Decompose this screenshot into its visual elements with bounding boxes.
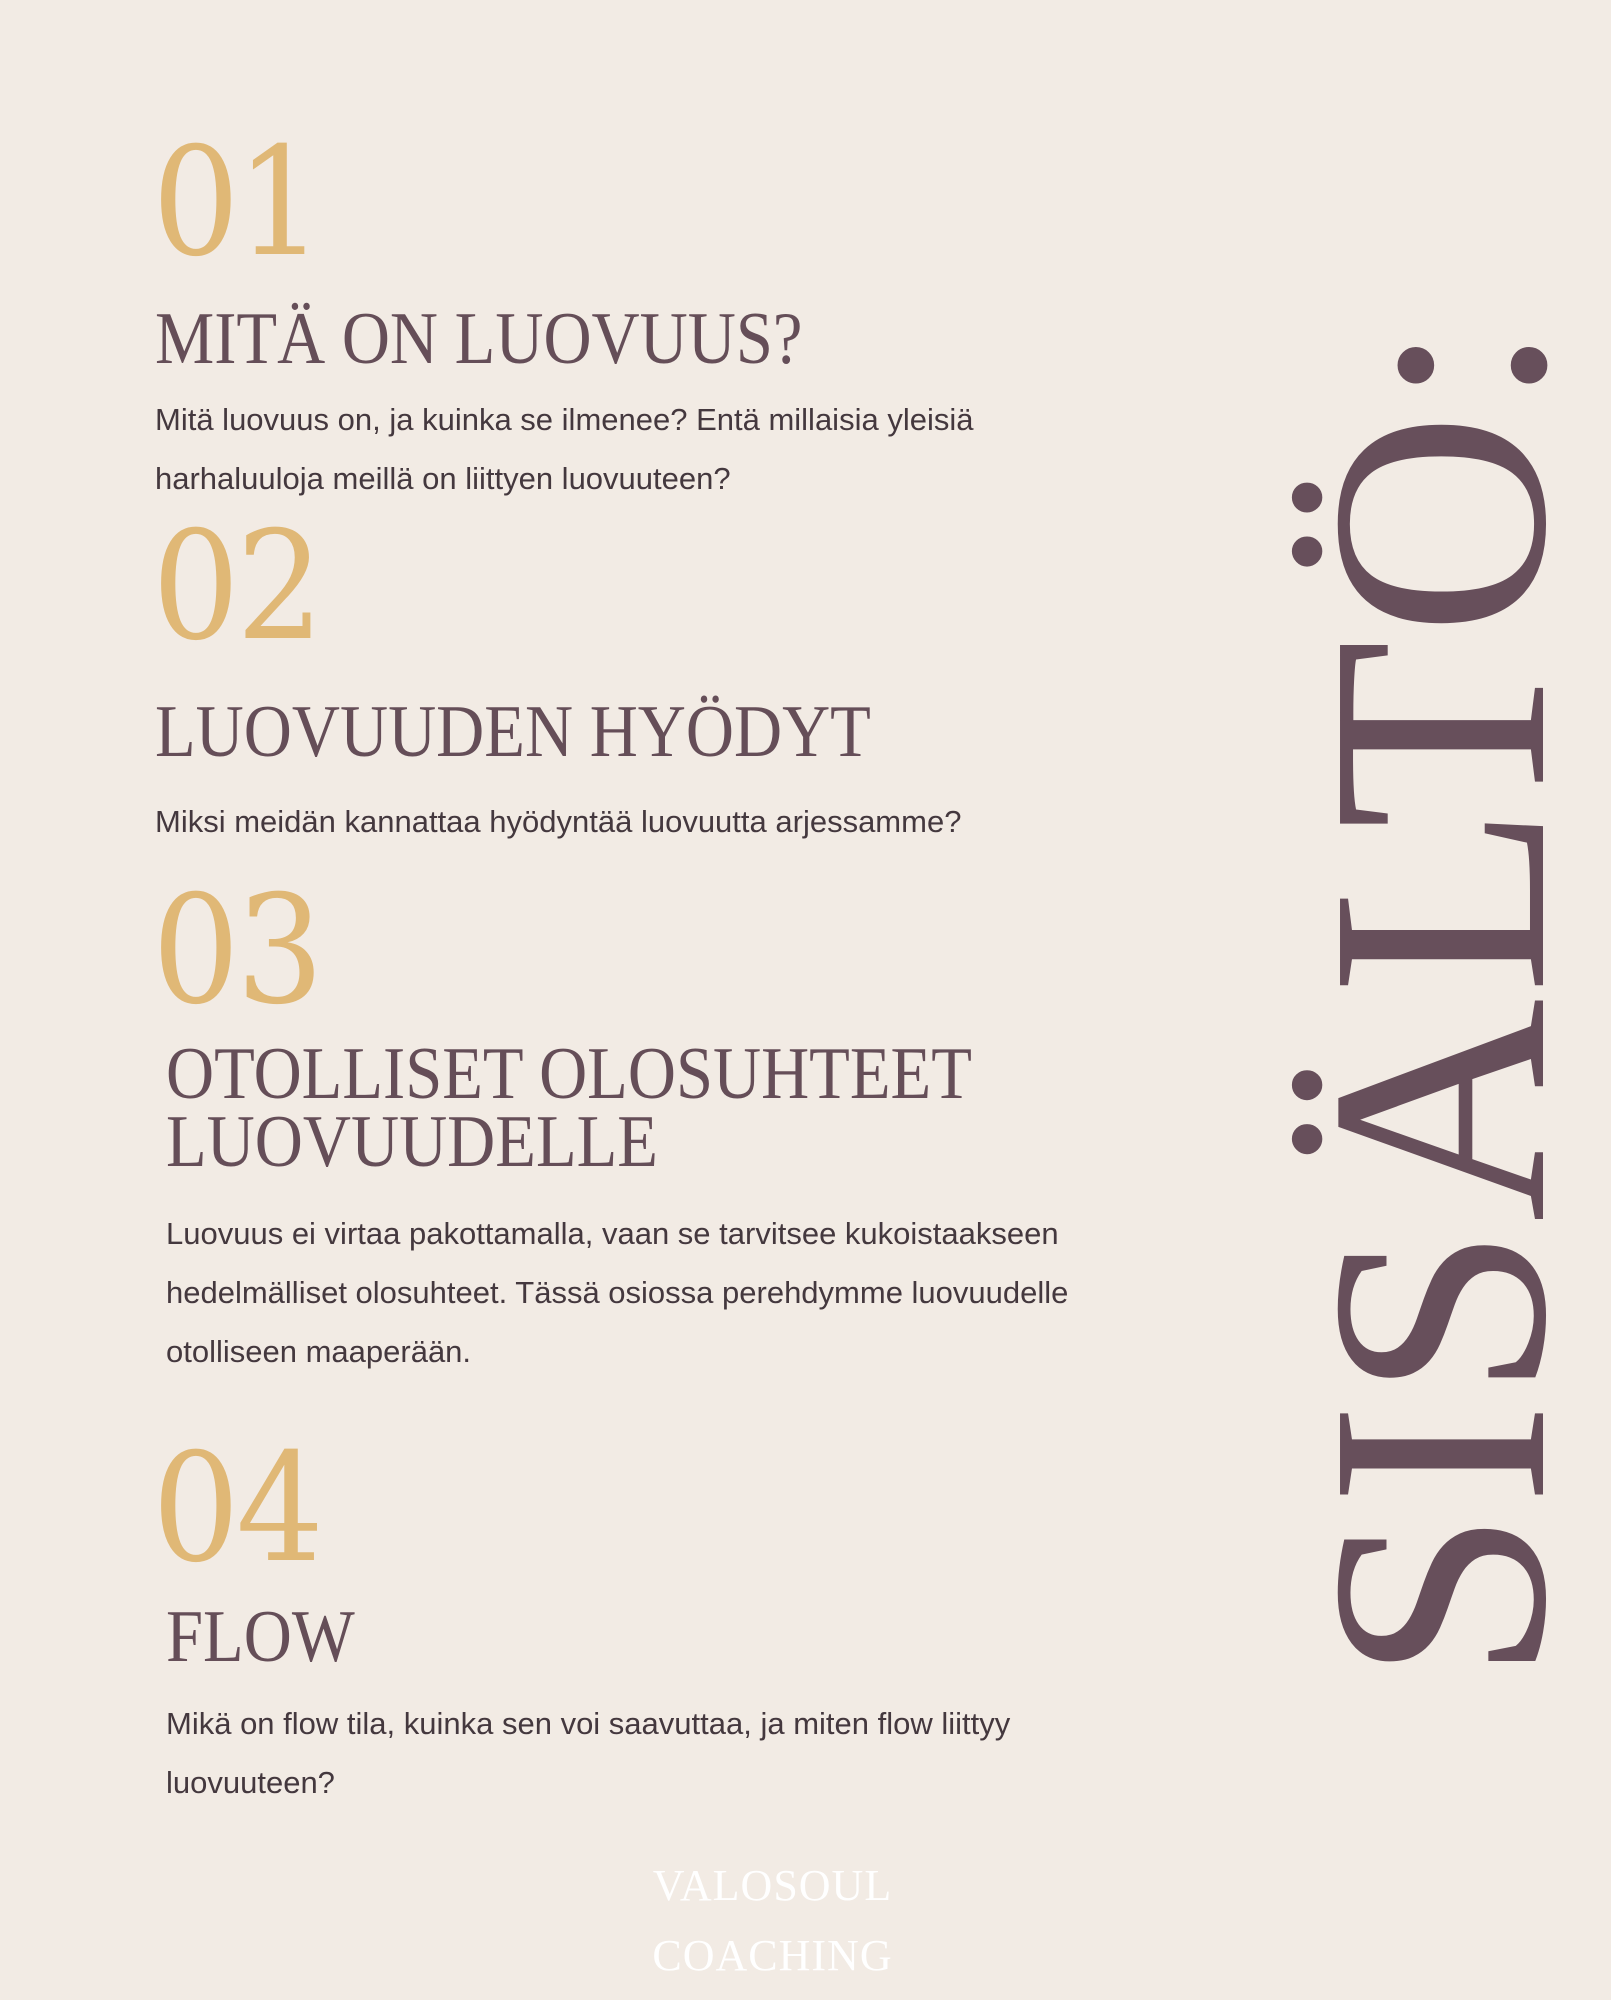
section-description-02: Miksi meidän kannattaa hyödyntää luovuutta arjessamme? <box>155 804 962 839</box>
section-title-03-line2: LUOVUUDELLE <box>166 1101 658 1183</box>
section-number-04: 04 <box>152 1422 321 1596</box>
vertical-page-title: SISÄLTÖ: <box>1268 317 1611 1683</box>
section-title-03-line1: OTOLLISET OLOSUHTEET <box>166 1033 972 1115</box>
section-description-01: Mitä luovuus on, ja kuinka se ilmenee? Entä millaisia yleisiä harhaluuloja meillä on liittyen luovuuteen? <box>155 402 974 496</box>
section-description-04: Mikä on flow tila, kuinka sen voi saavuttaa, ja miten flow liittyy luovuuteen? <box>166 1706 1011 1800</box>
section-title-03 <box>166 1033 972 1183</box>
section-number-02: 02 <box>152 500 321 674</box>
section-title-04: FLOW <box>166 1596 355 1678</box>
section-number-01: 01 <box>152 116 321 290</box>
section-number-03: 03 <box>152 864 321 1038</box>
brand-line-1: VALOSOUL <box>652 1861 893 1910</box>
section-title-02: LUOVUUDEN HYÖDYT <box>155 691 871 773</box>
section-title-01: MITÄ ON LUOVUUS? <box>155 298 803 380</box>
brand-line-2: COACHING <box>652 1931 893 1980</box>
section-description-03: Luovuus ei virtaa pakottamalla, vaan se tarvitsee kukoistaakseen hedelmälliset olosuhteet. Tässä osiossa perehdymme luovuudelle otolliseen maaperään. <box>166 1216 1069 1369</box>
